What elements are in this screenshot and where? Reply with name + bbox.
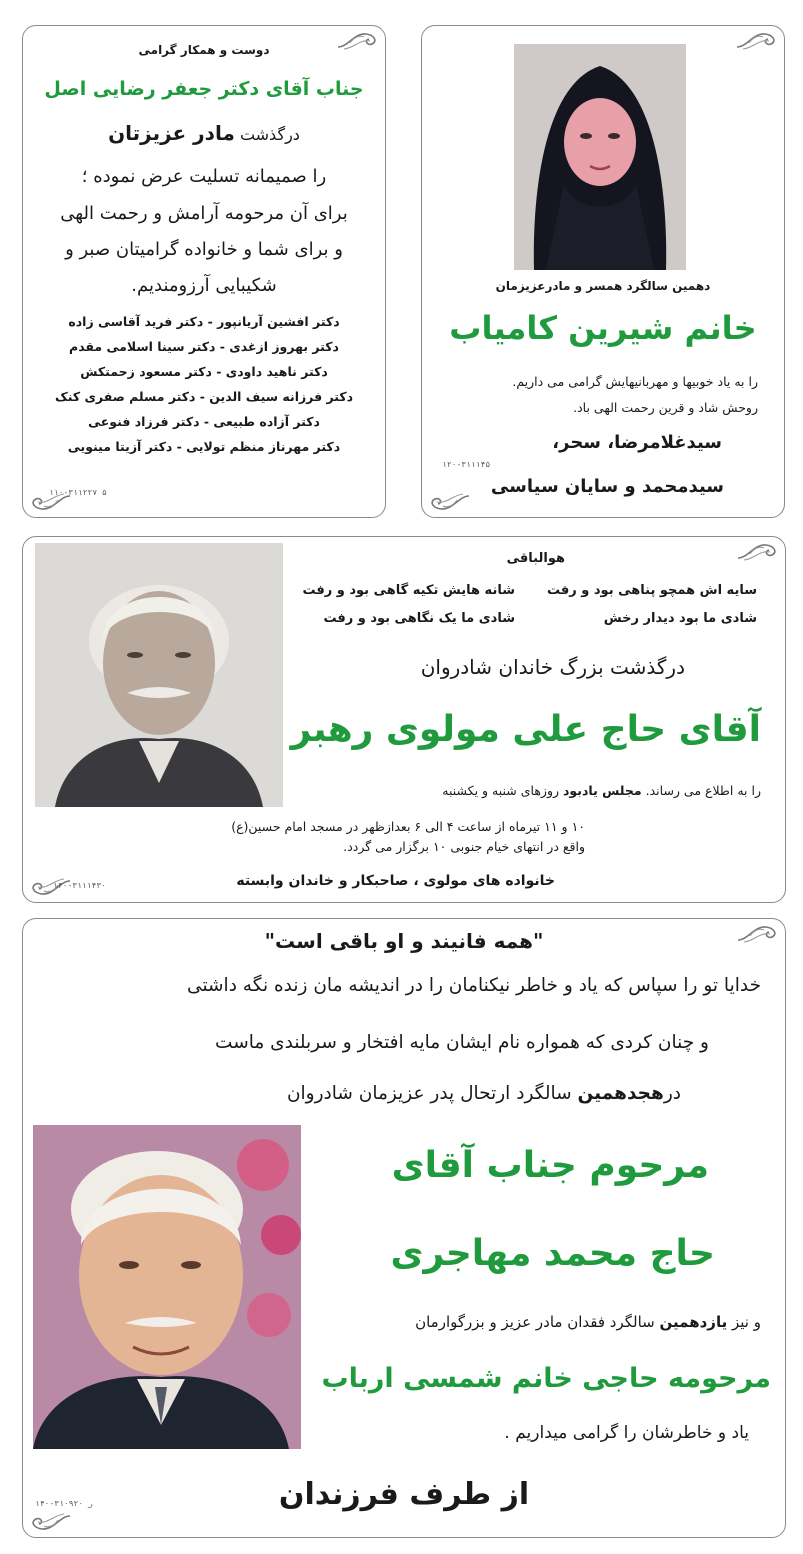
- family-line: خانواده های مولوی ، صاحبکار و خاندان وابسته: [236, 873, 555, 889]
- text-suffix: سالگرد ارتحال پدر عزیزمان شادروان: [286, 1083, 572, 1104]
- info-line-1: [442, 783, 761, 798]
- text-line-2: و چنان کردی که همواره نام ایشان مایه افتخار و سربلندی ماست: [215, 1032, 709, 1053]
- ad-code: ۱۴۰-۳۱۰۹۲۰ ر: [35, 1499, 93, 1508]
- memorial-ad-mohajeri: [22, 918, 786, 1538]
- flourish-icon: [425, 492, 471, 514]
- poem-line: شادی ما بود دیدار رخش: [603, 611, 757, 626]
- ad-code: ۱۱۰-۳۱۱۲۲۷ ۵: [49, 488, 107, 497]
- text-line-2: را صمیمانه تسلیت عرض نموده ؛: [81, 166, 327, 187]
- signer-line: دکتر آزاده طبیعی - دکتر فرزاد فنوعی: [88, 414, 320, 429]
- text-prefix: در: [663, 1083, 681, 1104]
- text-line-4: و برای شما و خانواده گرامیتان صبر و: [65, 239, 343, 260]
- info-text: روزهای شنبه و یکشنبه: [442, 783, 560, 798]
- text-line-1: خدایا تو را سپاس که یاد و خاطر نیکنامان را در اندیشه مان زنده نگه داشتی: [187, 975, 761, 996]
- info-emphasis: مجلس یادبود: [563, 783, 642, 798]
- poem-line: شادی ما یک نگاهی بود و رفت: [323, 611, 515, 626]
- portrait-man-image: [33, 1125, 301, 1449]
- text-emphasis: مادر عزیزتان: [108, 121, 235, 145]
- from-children: از طرف فرزندان: [278, 1477, 530, 1512]
- text-emphasis: هجدهمین: [577, 1083, 664, 1104]
- text-line-3: برای آن مرحومه آرامش و رحمت الهی: [60, 203, 348, 224]
- text-prefix: و نیز: [732, 1313, 761, 1331]
- info-line-2: ۱۰ و ۱۱ تیرماه از ساعت ۴ الی ۶ بعدازظهر در مسجد امام حسین(ع): [231, 819, 585, 834]
- text-line-2: روحش شاد و قرین رحمت الهی باد.: [573, 400, 758, 415]
- text-line-1: [23, 121, 385, 145]
- poem-line: سایه اش همچو پناهی بود و رفت: [546, 583, 757, 598]
- signer-line: دکتر بهروز ازغدی - دکتر سینا اسلامی مقدم: [69, 339, 339, 354]
- portrait-photo: [33, 1125, 301, 1449]
- heading: هوالباقی: [506, 551, 565, 566]
- signer-line: دکتر ناهید داودی - دکتر مسعود زحمتکش: [80, 364, 328, 379]
- deceased-name: آقای حاج علی مولوی رهبر: [290, 709, 761, 750]
- subtitle: دهمین سالگرد همسر و مادرعزیزمان: [495, 279, 711, 293]
- signer-line: دکتر مهرناز منظم تولایی - دکتر آزیتا مینویی: [67, 439, 341, 454]
- poem-line: شانه هایش تکیه گاهی بود و رفت: [302, 583, 515, 598]
- deceased-name: خانم شیرین کامیاب: [449, 309, 757, 347]
- condolence-ad-rezaei: [22, 25, 386, 518]
- portrait-photo: [35, 543, 283, 807]
- info-line-3: واقع در انتهای خیام جنوبی ۱۰ برگزار می گردد.: [343, 839, 585, 854]
- text-suffix: سالگرد فقدان مادر عزیز و بزرگوارمان: [415, 1313, 655, 1331]
- recipient-name: جناب آقای دکتر جعفر رضایی اصل: [44, 78, 364, 100]
- text-line-5: یاد و خاطرشان را گرامی میداریم .: [504, 1423, 749, 1443]
- salutation: دوست و همکار گرامی: [138, 43, 270, 57]
- family-line-1: سیدغلامرضا، سحر،: [552, 432, 722, 453]
- memorial-ad-molavi: [22, 536, 786, 903]
- portrait-woman-image: [514, 44, 686, 270]
- flourish-icon: [735, 29, 781, 51]
- second-deceased-name: مرحومه حاجی خانم شمسی ارباب: [321, 1363, 771, 1394]
- text-emphasis: یازدهمین: [659, 1313, 728, 1331]
- ad-code: ۱۴۰-۳۱۱۱۴۳۰: [53, 881, 106, 890]
- text-prefix: درگذشت: [239, 125, 300, 144]
- text-line-3: [287, 1083, 681, 1104]
- deceased-name-line-1: مرحوم جناب آقای: [391, 1145, 709, 1186]
- portrait-photo: [514, 44, 686, 270]
- signer-line: دکتر فرزانه سیف الدین - دکتر مسلم صفری کنک: [54, 389, 354, 404]
- quote-heading: "همه فانیند و او باقی است": [264, 929, 544, 953]
- ad-code: ۱۲۰-۳۱۱۱۴۵: [442, 460, 491, 469]
- deceased-name-line-2: حاج محمد مهاجری: [390, 1233, 715, 1274]
- portrait-man-image: [35, 543, 283, 807]
- signer-line: دکتر افشین آریانپور - دکتر فرید آقاسی زاده: [68, 314, 340, 329]
- anniversary-ad-kamyab: [421, 25, 785, 518]
- flourish-icon: [26, 1512, 72, 1534]
- text-line-1: را به یاد خوبیها و مهربانیهایش گرامی می داریم.: [512, 374, 758, 389]
- family-line-2: سیدمحمد و سایان سیاسی: [490, 476, 724, 497]
- info-text: را به اطلاع می رساند.: [645, 783, 761, 798]
- flourish-icon: [736, 540, 782, 562]
- intro-line: درگذشت بزرگ خاندان شادروان: [420, 655, 685, 679]
- text-line-5: شکیبایی آرزومندیم.: [131, 275, 277, 296]
- text-line-4: [415, 1313, 761, 1331]
